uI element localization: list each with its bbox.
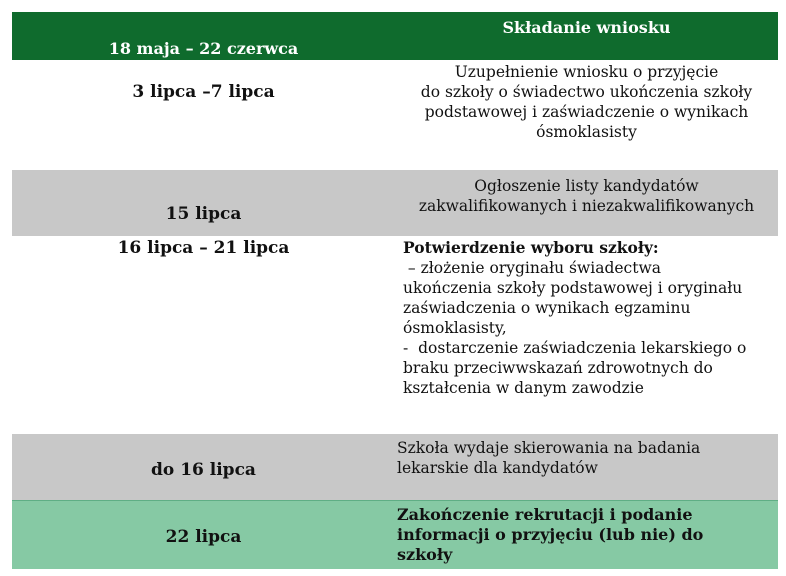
description-heading: Potwierdzenie wyboru szkoły: xyxy=(403,238,659,257)
description-line: Zakończenie rekrutacji i podanie xyxy=(397,505,693,524)
description-line: informacji o przyjęciu (lub nie) do xyxy=(397,525,704,544)
description-line: Uzupełnienie wniosku o przyjęcie xyxy=(454,63,719,81)
row-date: 3 lipca –7 lipca xyxy=(132,82,275,102)
description-line: - dostarczenie zaświadczenia lekarskiego o xyxy=(403,339,747,357)
recruitment-schedule-table xyxy=(12,12,778,568)
row-description xyxy=(395,236,778,434)
table-row xyxy=(12,434,778,500)
description-line: podstawowej i zaświadczenie o wynikach xyxy=(424,103,749,121)
row-date: do 16 lipca xyxy=(151,460,256,480)
description-line: zakwalifikowanych i niezakwalifikowanych xyxy=(418,197,755,215)
table-row xyxy=(12,60,778,170)
row-description xyxy=(395,434,778,500)
description-line: do szkoły o świadectwo ukończenia szkoły xyxy=(420,83,753,101)
description-line: kształcenia w danym zawodzie xyxy=(403,379,644,397)
description-line: ukończenia szkoły podstawowej i oryginału xyxy=(403,279,743,297)
row-date: 22 lipca xyxy=(165,527,242,547)
description-line: szkoły xyxy=(397,545,453,564)
row-date: 15 lipca xyxy=(165,204,242,224)
description-line: ósmoklasisty, xyxy=(403,319,507,337)
table-row xyxy=(12,236,778,434)
header-date-range: 18 maja – 22 czerwca xyxy=(108,39,299,58)
description-line: zaświadczenia o wynikach egzaminu xyxy=(403,299,691,317)
description-line: lekarskie dla kandydatów xyxy=(397,459,598,477)
header-title: Składanie wniosku xyxy=(502,18,671,37)
description-line: ósmoklasisty xyxy=(536,123,637,141)
row-description xyxy=(395,60,778,170)
table-row xyxy=(12,500,778,569)
description-line: – złożenie oryginału świadectwa xyxy=(403,259,661,277)
description-line: Ogłoszenie listy kandydatów xyxy=(474,177,699,195)
description-line: braku przeciwwskazań zdrowotnych do xyxy=(403,359,713,377)
description-line: Szkoła wydaje skierowania na badania xyxy=(397,439,701,457)
table-row xyxy=(12,170,778,236)
row-description xyxy=(395,501,778,569)
row-date: 16 lipca – 21 lipca xyxy=(117,238,290,258)
table-header-row xyxy=(12,12,778,60)
row-description xyxy=(395,170,778,236)
